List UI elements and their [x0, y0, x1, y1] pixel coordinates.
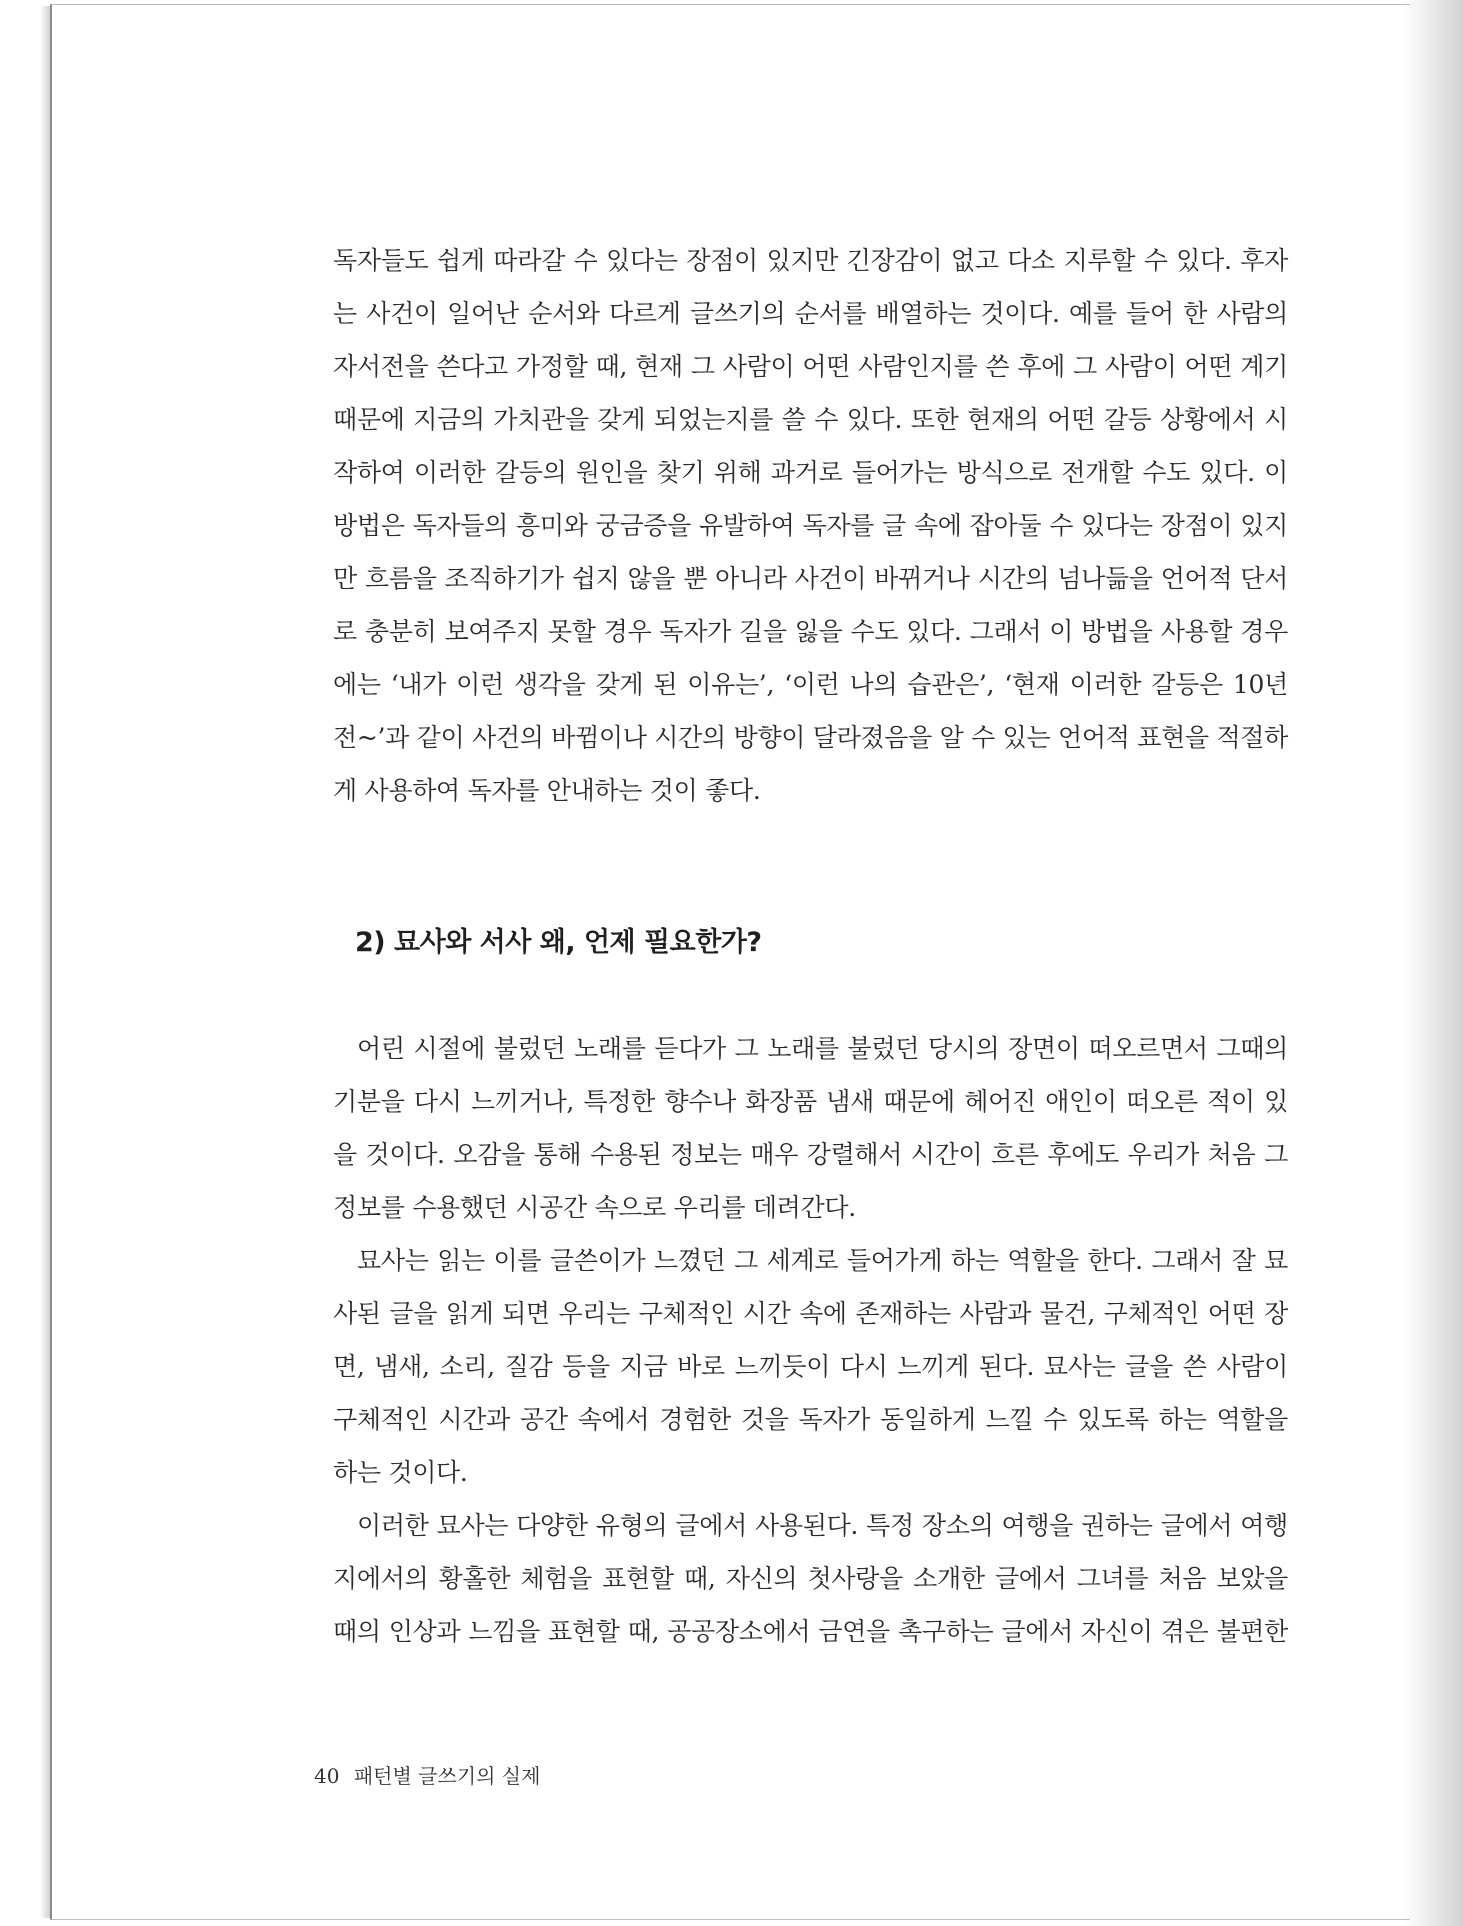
- body-paragraph-4: [333, 1499, 1288, 1658]
- text-line: 묘사는 읽는 이를 글쓴이가 느꼈던 그 세계로 들어가게 하는 역할을 한다. 그래서 잘 묘: [357, 1246, 1288, 1275]
- text-line: 하는 것이다.: [333, 1458, 468, 1487]
- text-line: 만 흐름을 조직하기가 쉽지 않을 뿐 아니라 사건이 바뀌거나 시간의 넘나듦을 언어적 단서: [333, 564, 1288, 593]
- text-line: 자서전을 쓴다고 가정할 때, 현재 그 사람이 어떤 사람인지를 쓴 후에 그 사람이 어떤 계기: [333, 352, 1288, 381]
- text-line: 전~’과 같이 사건의 바뀜이나 시간의 방향이 달라졌음을 알 수 있는 언어적 표현을 적절하: [333, 723, 1288, 752]
- page-edge-shadow: [1403, 0, 1463, 1926]
- running-title: 패턴별 글쓰기의 실제: [353, 1764, 541, 1788]
- text-line: 정보를 수용했던 시공간 속으로 우리를 데려간다.: [333, 1193, 856, 1222]
- text-line: 면, 냄새, 소리, 질감 등을 지금 바로 느끼듯이 다시 느끼게 된다. 묘사는 글을 쓴 사람이: [333, 1352, 1288, 1381]
- book-page: [50, 4, 1410, 1920]
- text-line: 에는 ‘내가 이런 생각을 갖게 된 이유는’, ‘이런 나의 습관은’, ‘현재 이러한 갈등은 10년: [333, 670, 1288, 699]
- body-paragraph-1: [333, 234, 1288, 817]
- page-number: 40: [314, 1764, 340, 1788]
- text-line: 구체적인 시간과 공간 속에서 경험한 것을 독자가 동일하게 느낄 수 있도록 하는 역할을: [333, 1405, 1288, 1434]
- text-line: 독자들도 쉽게 따라갈 수 있다는 장점이 있지만 긴장감이 없고 다소 지루할 수 있다. 후자: [333, 246, 1288, 275]
- text-line: 때문에 지금의 가치관을 갖게 되었는지를 쓸 수 있다. 또한 현재의 어떤 갈등 상황에서 시: [333, 405, 1288, 434]
- page-spine-shadow: [40, 6, 50, 1918]
- text-line: 지에서의 황홀한 체험을 표현할 때, 자신의 첫사랑을 소개한 글에서 그녀를 처음 보았을: [333, 1564, 1288, 1593]
- text-line: 방법은 독자들의 흥미와 궁금증을 유발하여 독자를 글 속에 잡아둘 수 있다는 장점이 있지: [333, 511, 1288, 540]
- text-line: 이러한 묘사는 다양한 유형의 글에서 사용된다. 특정 장소의 여행을 권하는 글에서 여행: [357, 1511, 1288, 1540]
- text-line: 을 것이다. 오감을 통해 수용된 정보는 매우 강렬해서 시간이 흐른 후에도 우리가 처음 그: [333, 1140, 1288, 1169]
- text-line: 기분을 다시 느끼거나, 특정한 향수나 화장품 냄새 때문에 헤어진 애인이 떠오른 적이 있: [333, 1087, 1288, 1116]
- body-paragraph-3: [333, 1234, 1288, 1499]
- text-line: 작하여 이러한 갈등의 원인을 찾기 위해 과거로 들어가는 방식으로 전개할 수도 있다. 이: [333, 458, 1288, 487]
- body-paragraph-2: [333, 1022, 1288, 1234]
- text-line: 어린 시절에 불렀던 노래를 듣다가 그 노래를 불렀던 당시의 장면이 떠오르면서 그때의: [357, 1034, 1288, 1063]
- text-line: 로 충분히 보여주지 못할 경우 독자가 길을 잃을 수도 있다. 그래서 이 방법을 사용할 경우: [333, 617, 1288, 646]
- page-footer: [314, 1760, 540, 1789]
- section-heading: 2) 묘사와 서사 왜, 언제 필요한가?: [355, 927, 762, 958]
- text-line: 게 사용하여 독자를 안내하는 것이 좋다.: [333, 776, 761, 805]
- text-line: 때의 인상과 느낌을 표현할 때, 공공장소에서 금연을 촉구하는 글에서 자신이 겪은 불편한: [333, 1617, 1288, 1646]
- text-line: 는 사건이 일어난 순서와 다르게 글쓰기의 순서를 배열하는 것이다. 예를 들어 한 사람의: [333, 299, 1288, 328]
- text-line: 사된 글을 읽게 되면 우리는 구체적인 시간 속에 존재하는 사람과 물건, 구체적인 어떤 장: [333, 1299, 1288, 1328]
